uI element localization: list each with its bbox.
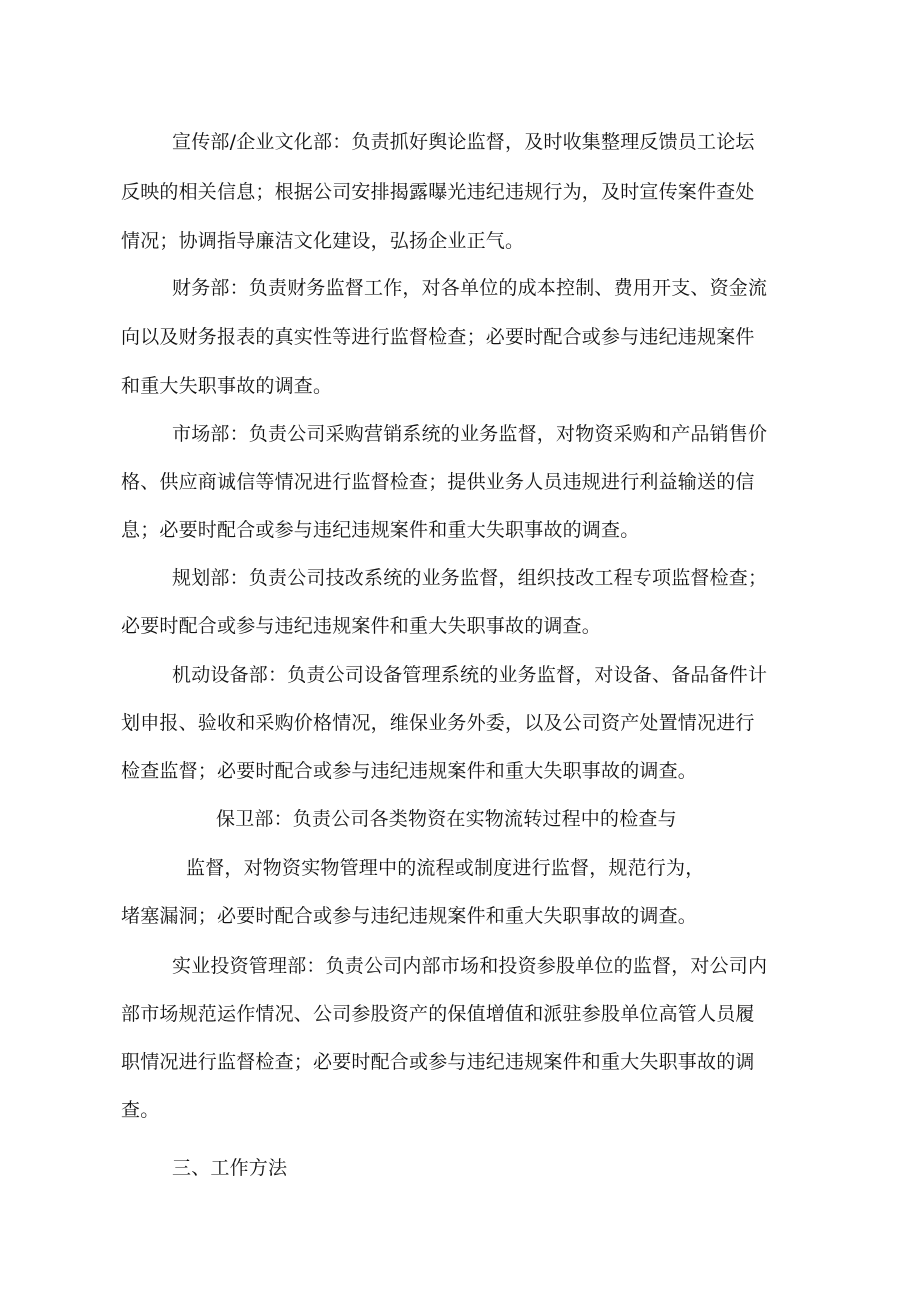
text-line: 格、供应商诚信等情况进行监督检查；提供业务人员违规进行利益输送的信 — [121, 471, 755, 493]
text-line: 检查监督；必要时配合或参与违纪违规案件和重大失职事故的调查。 — [121, 760, 698, 782]
text-line: 规划部：负责公司技改系统的业务监督，组织技改工程专项监督检查； — [172, 567, 768, 589]
text-line: 反映的相关信息；根据公司安排揭露曝光违纪违规行为，及时宣传案件查处 — [121, 181, 755, 203]
text-line: 必要时配合或参与违纪违规案件和重大失职事故的调查。 — [121, 615, 602, 637]
text-line: 保卫部：负责公司各类物资在实物流转过程中的检查与 — [216, 808, 677, 830]
text-line: 和重大失职事故的调查。 — [121, 375, 333, 397]
text-line: 市场部：负责公司采购营销系统的业务监督，对物资采购和产品销售价 — [172, 423, 768, 445]
text-line: 查。 — [121, 1099, 160, 1121]
text-line: 划申报、验收和采购价格情况，维保业务外委，以及公司资产处置情况进行 — [121, 712, 755, 734]
text-line: 财务部：负责财务监督工作，对各单位的成本控制、费用开支、资金流 — [172, 277, 768, 299]
text-line: 机动设备部：负责公司设备管理系统的业务监督，对设备、备品备件计 — [172, 664, 768, 686]
text-line: 实业投资管理部：负责公司内部市场和投资参股单位的监督，对公司内 — [172, 955, 768, 977]
text-line: 堵塞漏洞；必要时配合或参与违纪违规案件和重大失职事故的调查。 — [121, 905, 698, 927]
text-line: 部市场规范运作情况、公司参股资产的保值增值和派驻参股单位高管人员履 — [121, 1003, 755, 1025]
text-line: 息；必要时配合或参与违纪违规案件和重大失职事故的调查。 — [121, 519, 640, 541]
text-line: 职情况进行监督检查；必要时配合或参与违纪违规案件和重大失职事故的调 — [121, 1051, 755, 1073]
text-line: 监督，对物资实物管理中的流程或制度进行监督，规范行为， — [186, 857, 705, 879]
text-line: 情况；协调指导廉洁文化建设，弘扬企业正气。 — [121, 230, 525, 252]
section-heading: 三、工作方法 — [172, 1157, 288, 1179]
text-line: 向以及财务报表的真实性等进行监督检查；必要时配合或参与违纪违规案件 — [121, 326, 755, 348]
text-line: 宣传部/企业文化部：负责抓好舆论监督，及时收集整理反馈员工论坛 — [172, 131, 755, 153]
